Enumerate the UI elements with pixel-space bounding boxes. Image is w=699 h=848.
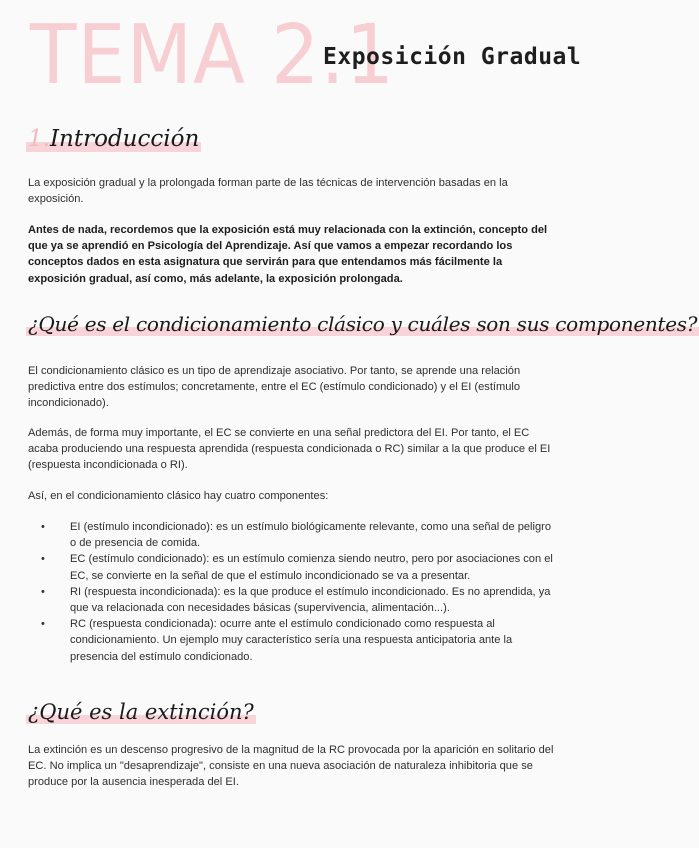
list-item bbox=[28, 551, 558, 583]
list-item-text: ocurre ante el estímulo condicionado como respuesta al condicionamiento. Un ejemplo muy característico sería una respuesta anticipatoria ante la presencia del estímulo condicionado. bbox=[70, 618, 513, 663]
intro-paragraph-2-rest: Así que vamos a empezar recordando los conceptos dados en esta asignatura que servirán para que entendamos más fácilmente la exposición gradual, así como, más adelante, la exposición prolongada. bbox=[28, 240, 513, 285]
list-item bbox=[28, 584, 558, 616]
section-number: 1. bbox=[28, 126, 50, 152]
list-item-text: es un estímulo biológicamente relevante, como una señal de peligro o de presencia de comida. bbox=[70, 521, 552, 550]
condicionamiento-paragraph-1: El condicionamiento clásico es un tipo de aprendizaje asociativo. Por tanto, se aprende una relación predictiva entre dos estímulos; concretamente, entre el EC (estímulo condicionado) y el EI (estímulo incondicionado). bbox=[28, 365, 521, 410]
extincion-paragraph-1: La extinción es un descenso progresivo de la magnitud de la RC provocada por la aparición en solitario del EC. No implica un "desaprendizaje", consiste en una nueva asociación de naturaleza inhibitoria que se produce por la ausencia inesperada del EI. bbox=[28, 744, 554, 789]
list-item bbox=[28, 519, 558, 551]
extincion-heading bbox=[26, 700, 256, 724]
intro-paragraph-2 bbox=[28, 222, 558, 287]
list-item-term: EI (estímulo incondicionado): bbox=[70, 521, 214, 533]
bullet-icon: • bbox=[41, 618, 45, 631]
condicionamiento-paragraph-3: Así, en el condicionamiento clásico hay cuatro componentes: bbox=[28, 490, 329, 502]
topic-title: TEMA 2.1 bbox=[30, 6, 396, 103]
list-item-term: RI (respuesta incondicionada): bbox=[70, 585, 221, 598]
condicionamiento-heading-text: ¿Qué es el condicionamiento clásico y cuáles son sus componentes? bbox=[28, 312, 698, 336]
condicionamiento-heading bbox=[26, 312, 699, 336]
extincion-heading-text: ¿Qué es la extinción? bbox=[28, 700, 254, 724]
document-subtitle: Exposición Gradual bbox=[323, 44, 582, 70]
list-item-text: es la que produce el estímulo incondicionado. Es no aprendida, ya que va relacionada con necesidades básicas (supervivencia, alimentación...). bbox=[70, 585, 551, 615]
intro-paragraph-1: La exposición gradual y la prolongada forman parte de las técnicas de intervención basadas en la exposición. bbox=[28, 177, 508, 206]
list-item bbox=[28, 616, 558, 665]
bullet-icon: • bbox=[41, 553, 45, 566]
components-list bbox=[28, 519, 558, 665]
list-item-text: es un estímulo comienza siendo neutro, pero por asociaciones con el EC, se convierte en la señal de que el estímulo incondicionado se va a presentar. bbox=[70, 553, 553, 582]
list-item-term: RC (respuesta condicionada): bbox=[70, 618, 217, 631]
intro-heading bbox=[26, 126, 201, 152]
list-item-term: EC (estímulo condicionado): bbox=[70, 553, 210, 566]
bullet-icon: • bbox=[41, 521, 45, 533]
intro-paragraph-2-bold: Antes de nada, recordemos que la exposición está muy relacionada con la extinción, concepto del que ya se aprendió en Psicología del Aprendizaje. bbox=[28, 224, 548, 253]
intro-heading-text: Introducción bbox=[49, 126, 200, 152]
bullet-icon: • bbox=[41, 585, 45, 598]
condicionamiento-paragraph-2: Además, de forma muy importante, el EC se convierte en una señal predictora del EI. Por tanto, el EC acaba produciendo una respuesta aprendida (respuesta condicionada o RC) similar a la que produce el EI (respuesta incondicionada o RI). bbox=[28, 427, 551, 472]
